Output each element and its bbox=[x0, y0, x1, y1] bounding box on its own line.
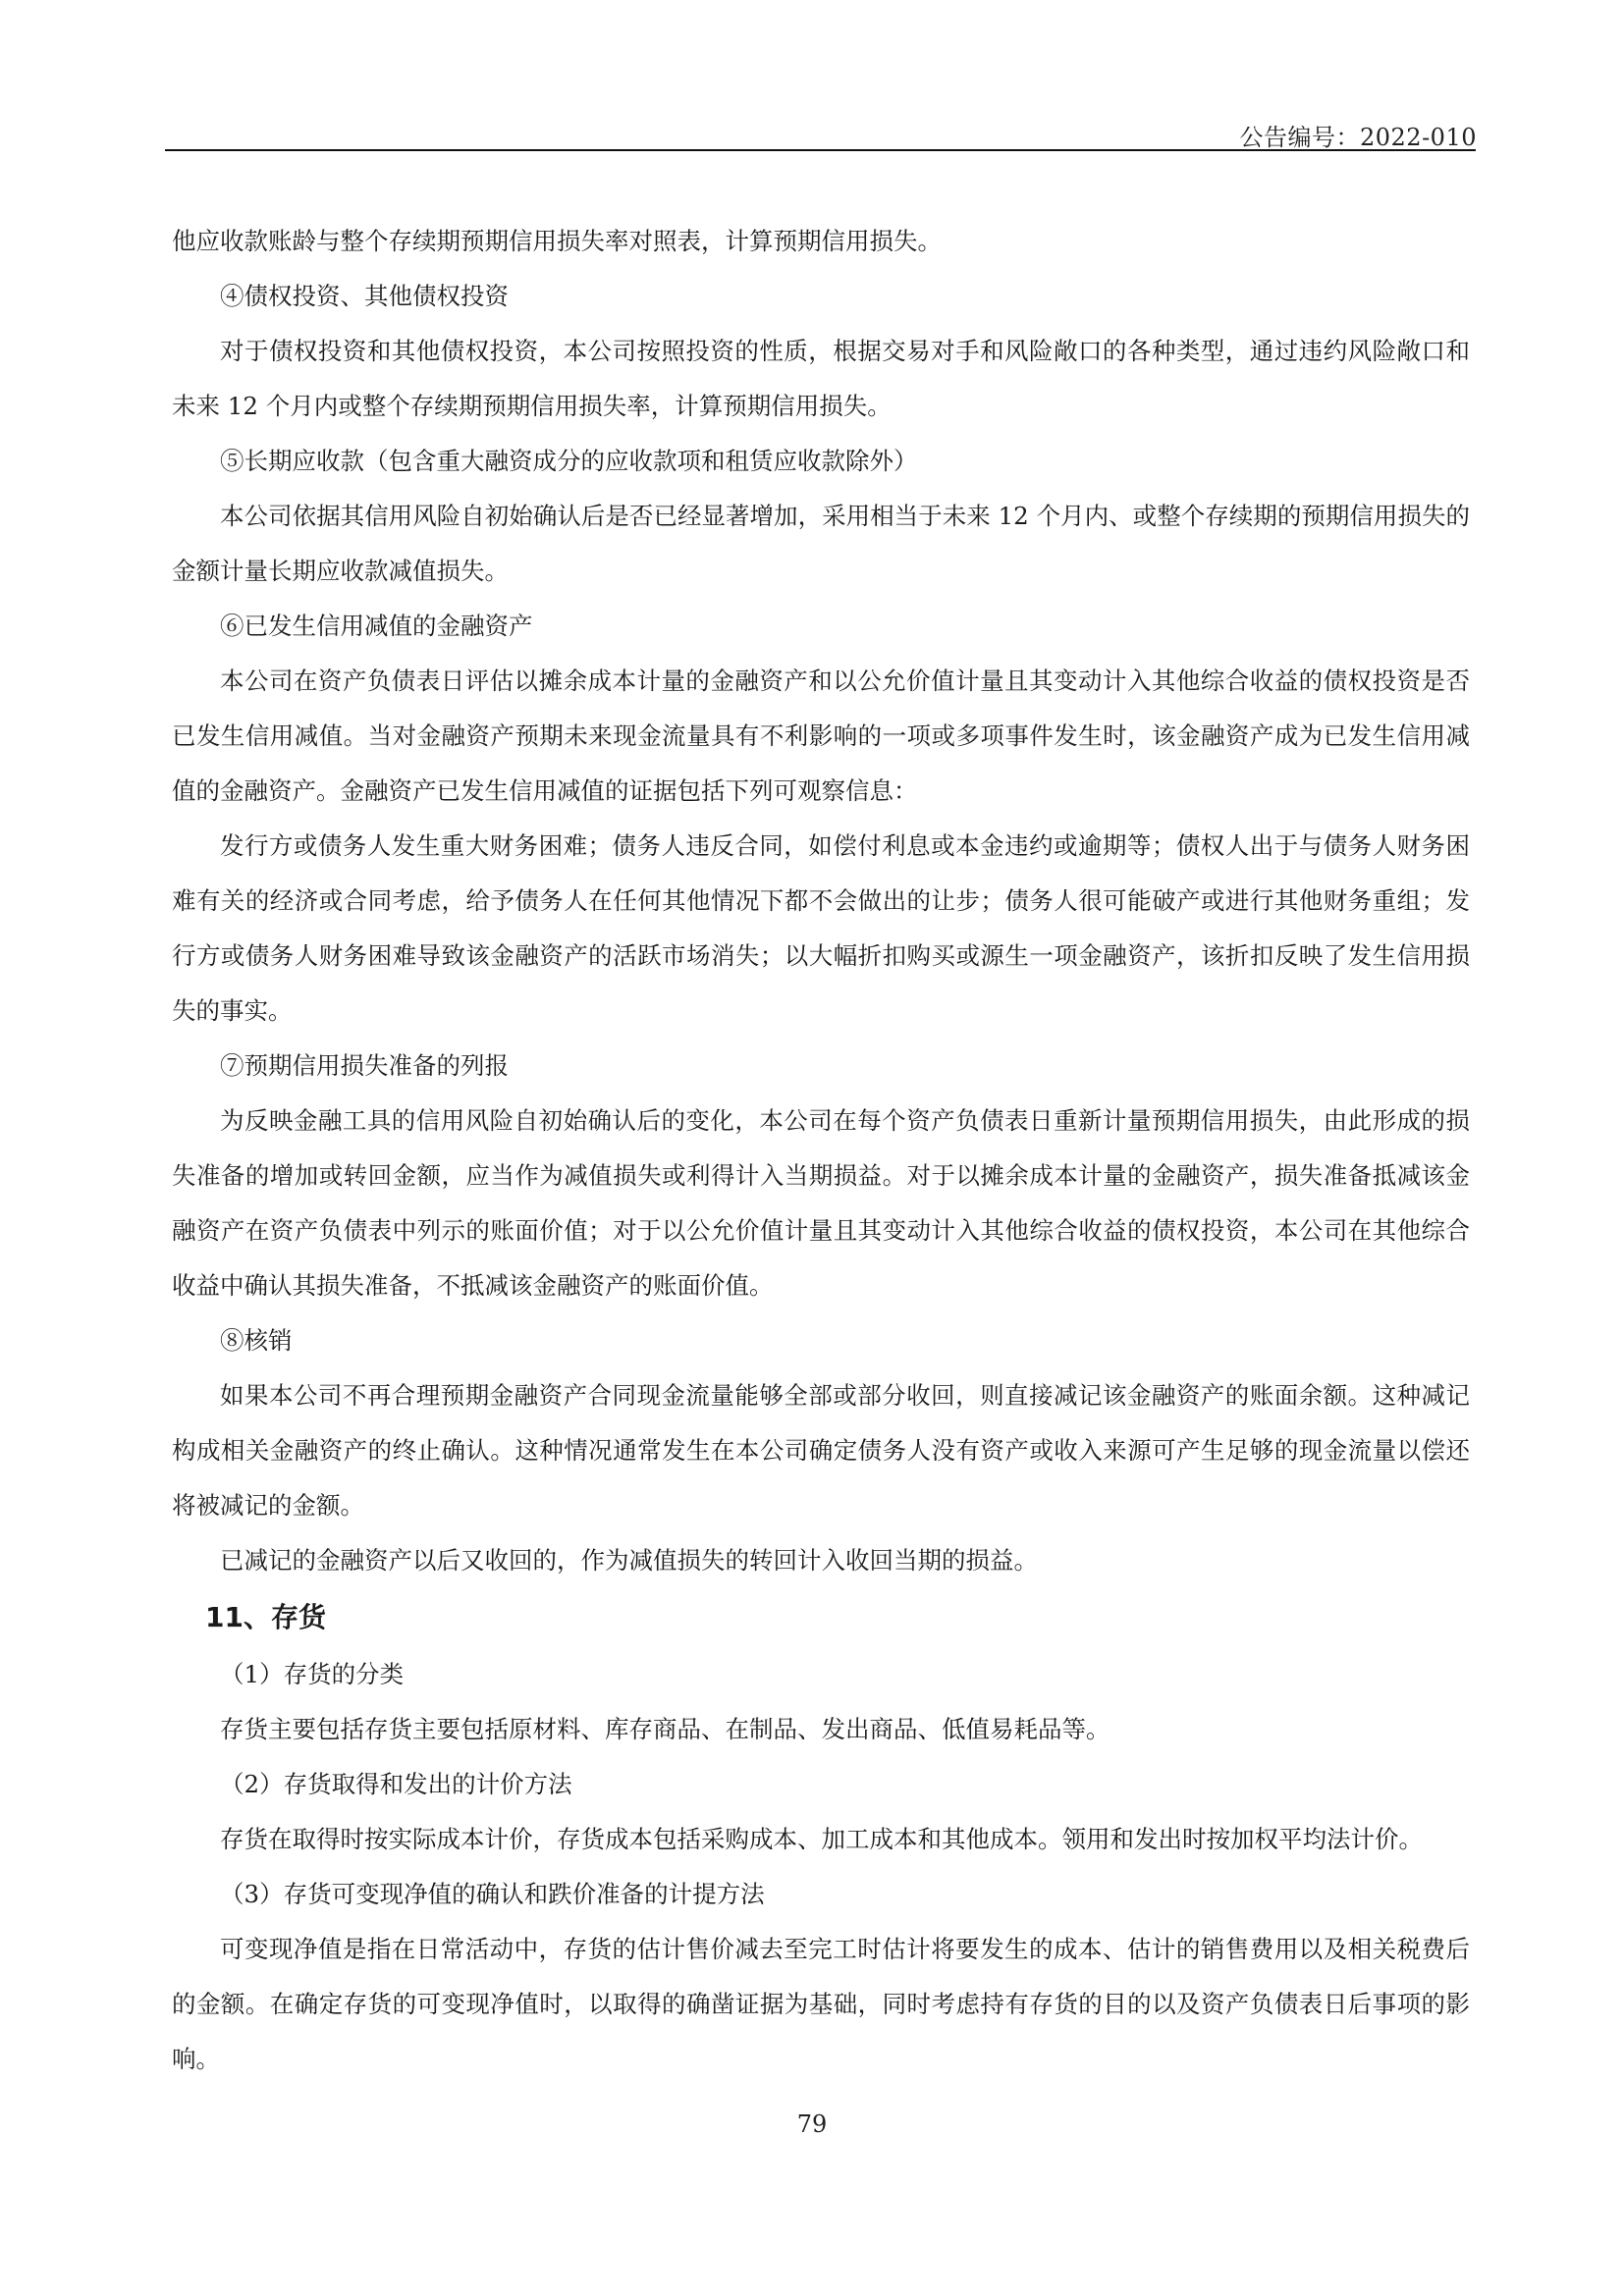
paragraph: 为反映金融工具的信用风险自初始确认后的变化，本公司在每个资产负债表日重新计量预期信用损失，由此形成的损失准备的增加或转回金额，应当作为减值损失或利得计入当期损益。对于以摊余成本计量的金融资产，损失准备抵减该金融资产在资产负债表中列示的账面价值；对于以公允价值计量且其变动计入其他综合收益的债权投资，本公司在其他综合收益中确认其损失准备，不抵减该金融资产的账面价值。 bbox=[172, 1106, 1470, 1300]
paragraph: 存货主要包括存货主要包括原材料、库存商品、在制品、发出商品、低值易耗品等。 bbox=[220, 1715, 1110, 1743]
paragraph: 发行方或债务人发生重大财务困难；债务人违反合同，如偿付利息或本金违约或逾期等；债权人出于与债务人财务困难有关的经济或合同考虑，给予债务人在任何其他情况下都不会做出的让步；债务人很可能破产或进行其他财务重组；发行方或债务人财务困难导致该金融资产的活跃市场消失；以大幅折扣购买或源生一项金融资产，该折扣反映了发生信用损失的事实。 bbox=[172, 831, 1470, 1025]
paragraph: 本公司在资产负债表日评估以摊余成本计量的金融资产和以公允价值计量且其变动计入其他综合收益的债权投资是否已发生信用减值。当对金融资产预期未来现金流量具有不利影响的一项或多项事件发生时，该金融资产成为已发生信用减值的金融资产。金融资产已发生信用减值的证据包括下列可观察信息： bbox=[172, 667, 1470, 805]
document-body bbox=[172, 214, 1470, 2087]
announcement-number: 公告编号：2022-010 bbox=[1239, 124, 1477, 151]
paragraph: 本公司依据其信用风险自初始确认后是否已经显著增加，采用相当于未来 12 个月内、或整个存续期的预期信用损失的金额计量长期应收款减值损失。 bbox=[172, 502, 1470, 585]
paragraph: 对于债权投资和其他债权投资，本公司按照投资的性质，根据交易对手和风险敞口的各种类型，通过违约风险敞口和未来 12 个月内或整个存续期预期信用损失率，计算预期信用损失。 bbox=[172, 337, 1470, 420]
paragraph: ⑤长期应收款（包含重大融资成分的应收款项和租赁应收款除外） bbox=[220, 447, 918, 475]
paragraph: 可变现净值是指在日常活动中，存货的估计售价减去至完工时估计将要发生的成本、估计的销售费用以及相关税费后的金额。在确定存货的可变现净值时，以取得的确凿证据为基础，同时考虑持有存货的目的以及资产负债表日后事项的影响。 bbox=[172, 1935, 1470, 2073]
paragraph: 已减记的金融资产以后又收回的，作为减值损失的转回计入收回当期的损益。 bbox=[220, 1546, 1038, 1575]
header-divider bbox=[165, 149, 1476, 151]
paragraph: ⑦预期信用损失准备的列报 bbox=[220, 1051, 509, 1080]
paragraph: （1）存货的分类 bbox=[220, 1660, 405, 1688]
paragraph: 存货在取得时按实际成本计价，存货成本包括采购成本、加工成本和其他成本。领用和发出时按加权平均法计价。 bbox=[220, 1825, 1423, 1853]
paragraph: ④债权投资、其他债权投资 bbox=[220, 282, 509, 310]
paragraph: 如果本公司不再合理预期金融资产合同现金流量能够全部或部分收回，则直接减记该金融资产的账面余额。这种减记构成相关金融资产的终止确认。这种情况通常发生在本公司确定债务人没有资产或收入来源可产生足够的现金流量以偿还将被减记的金额。 bbox=[172, 1381, 1470, 1520]
paragraph: 他应收款账龄与整个存续期预期信用损失率对照表，计算预期信用损失。 bbox=[172, 227, 942, 255]
page-number: 79 bbox=[796, 2110, 828, 2138]
paragraph: （2）存货取得和发出的计价方法 bbox=[220, 1770, 572, 1798]
paragraph: ⑧核销 bbox=[220, 1326, 293, 1355]
paragraph: （3）存货可变现净值的确认和跌价准备的计提方法 bbox=[220, 1880, 765, 1908]
paragraph: ⑥已发生信用减值的金融资产 bbox=[220, 612, 533, 640]
section-heading: 11、存货 bbox=[205, 1601, 326, 1633]
